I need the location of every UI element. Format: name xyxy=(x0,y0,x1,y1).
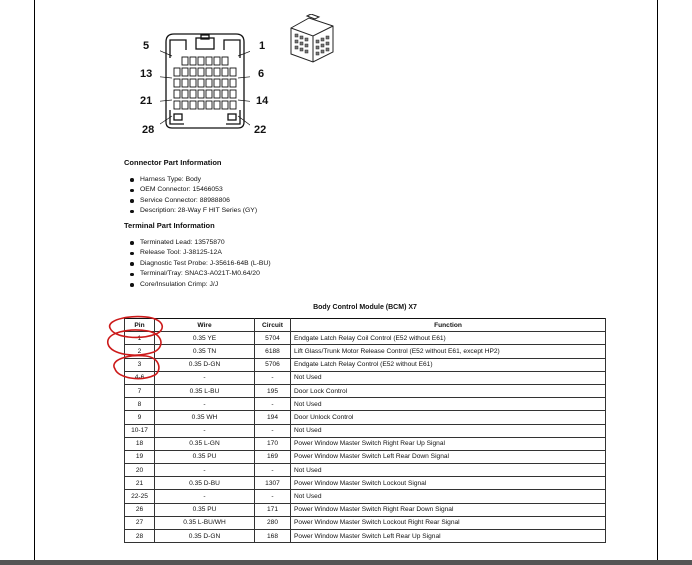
pin-label-22: 22 xyxy=(254,124,267,136)
cell-wire: 0.35 PU xyxy=(155,503,255,516)
cell-function: Power Window Master Switch Right Rear Up Signal xyxy=(291,437,606,450)
header-pin: Pin xyxy=(125,319,155,332)
cell-pin: 27 xyxy=(125,516,155,529)
cell-circuit: 1307 xyxy=(255,477,291,490)
pin-label-5: 5 xyxy=(143,40,150,52)
cell-circuit: 5704 xyxy=(255,332,291,345)
cell-function: Not Used xyxy=(291,371,606,384)
terminal-info-heading: Terminal Part Information xyxy=(124,221,215,230)
cell-circuit: - xyxy=(255,490,291,503)
cell-wire: 0.35 D-GN xyxy=(155,530,255,543)
annotation-circle-pin-1 xyxy=(108,330,161,355)
cell-function: Endgate Latch Relay Coil Control (E52 without E61) xyxy=(291,332,606,345)
pin-label-1: 1 xyxy=(259,40,266,52)
cell-function: Power Window Master Switch Right Rear Down Signal xyxy=(291,503,606,516)
cell-pin: 10-17 xyxy=(125,424,155,437)
cell-pin: 22-25 xyxy=(125,490,155,503)
cell-circuit: - xyxy=(255,424,291,437)
cell-function: Power Window Master Switch Lockout Signal xyxy=(291,477,606,490)
connector-info-item: OEM Connector: 15466053 xyxy=(130,185,257,195)
cell-wire: - xyxy=(155,490,255,503)
header-function: Function xyxy=(291,319,606,332)
cell-wire: 0.35 D-GN xyxy=(155,358,255,371)
cell-function: Not Used xyxy=(291,424,606,437)
cell-circuit: 280 xyxy=(255,516,291,529)
cell-pin: 9 xyxy=(125,411,155,424)
cell-function: Lift Glass/Trunk Motor Release Control (E52 without E61, except HP2) xyxy=(291,345,606,358)
cell-wire: 0.35 L-BU/WH xyxy=(155,516,255,529)
cell-wire: 0.35 WH xyxy=(155,411,255,424)
cell-circuit: 168 xyxy=(255,530,291,543)
pin-label-14: 14 xyxy=(256,95,269,107)
cell-circuit: 171 xyxy=(255,503,291,516)
cell-function: Endgate Latch Relay Control (E52 without E61) xyxy=(291,358,606,371)
cell-pin: 4-6 xyxy=(125,371,155,384)
cell-circuit: 170 xyxy=(255,437,291,450)
cell-function: Power Window Master Switch Left Rear Up Signal xyxy=(291,530,606,543)
cell-pin: 20 xyxy=(125,464,155,477)
cell-function: Door Lock Control xyxy=(291,384,606,397)
pin-label-6: 6 xyxy=(258,68,265,80)
cell-pin: 1 xyxy=(125,332,155,345)
cell-circuit: - xyxy=(255,398,291,411)
cell-circuit: 5706 xyxy=(255,358,291,371)
cell-wire: - xyxy=(155,371,255,384)
terminal-info-item: Diagnostic Test Probe: J-35616-64B (L-BU) xyxy=(130,259,271,269)
connector-info-item: Description: 28-Way F HIT Series (GY) xyxy=(130,206,257,216)
cell-wire: 0.35 L-BU xyxy=(155,384,255,397)
cell-pin: 19 xyxy=(125,450,155,463)
cell-wire: - xyxy=(155,464,255,477)
cell-circuit: 169 xyxy=(255,450,291,463)
cell-function: Door Unlock Control xyxy=(291,411,606,424)
terminal-info-item: Core/Insulation Crimp: J/J xyxy=(130,280,271,290)
cell-wire: 0.35 YE xyxy=(155,332,255,345)
pin-label-13: 13 xyxy=(140,68,153,80)
cell-pin: 28 xyxy=(125,530,155,543)
connector-info-item: Service Connector: 88988806 xyxy=(130,196,257,206)
header-wire: Wire xyxy=(155,319,255,332)
cell-circuit: 194 xyxy=(255,411,291,424)
cell-wire: 0.35 L-GN xyxy=(155,437,255,450)
cell-circuit: - xyxy=(255,371,291,384)
cell-circuit: - xyxy=(255,464,291,477)
pin-label-21: 21 xyxy=(140,95,153,107)
terminal-info-item: Terminal/Tray: SNAC3-A021T-M0.64/20 xyxy=(130,269,271,279)
cell-pin: 21 xyxy=(125,477,155,490)
terminal-info-item: Release Tool: J-38125-12A xyxy=(130,248,271,258)
header-circuit: Circuit xyxy=(255,319,291,332)
cell-circuit: 195 xyxy=(255,384,291,397)
cell-function: Power Window Master Switch Lockout Right Rear Signal xyxy=(291,516,606,529)
cell-pin: 8 xyxy=(125,398,155,411)
cell-function: Not Used xyxy=(291,464,606,477)
cell-function: Not Used xyxy=(291,398,606,411)
cell-pin: 18 xyxy=(125,437,155,450)
annotation-circle-pin-3 xyxy=(114,356,159,379)
cell-wire: 0.35 PU xyxy=(155,450,255,463)
cell-pin: 7 xyxy=(125,384,155,397)
cell-circuit: 6188 xyxy=(255,345,291,358)
annotation-circle-pin-header xyxy=(110,317,163,338)
cell-function: Power Window Master Switch Left Rear Down Signal xyxy=(291,450,606,463)
cell-function: Not Used xyxy=(291,490,606,503)
pin-label-28: 28 xyxy=(142,124,155,136)
cell-wire: - xyxy=(155,424,255,437)
table-title: Body Control Module (BCM) X7 xyxy=(313,304,417,311)
cell-pin: 2 xyxy=(125,345,155,358)
connector-info-heading: Connector Part Information xyxy=(124,158,222,167)
cell-wire: 0.35 TN xyxy=(155,345,255,358)
cell-wire: 0.35 D-BU xyxy=(155,477,255,490)
connector-info-item: Harness Type: Body xyxy=(130,175,257,185)
terminal-info-item: Terminated Lead: 13575870 xyxy=(130,238,271,248)
cell-wire: - xyxy=(155,398,255,411)
cell-pin: 3 xyxy=(125,358,155,371)
bottom-bar xyxy=(0,560,692,565)
cell-pin: 26 xyxy=(125,503,155,516)
